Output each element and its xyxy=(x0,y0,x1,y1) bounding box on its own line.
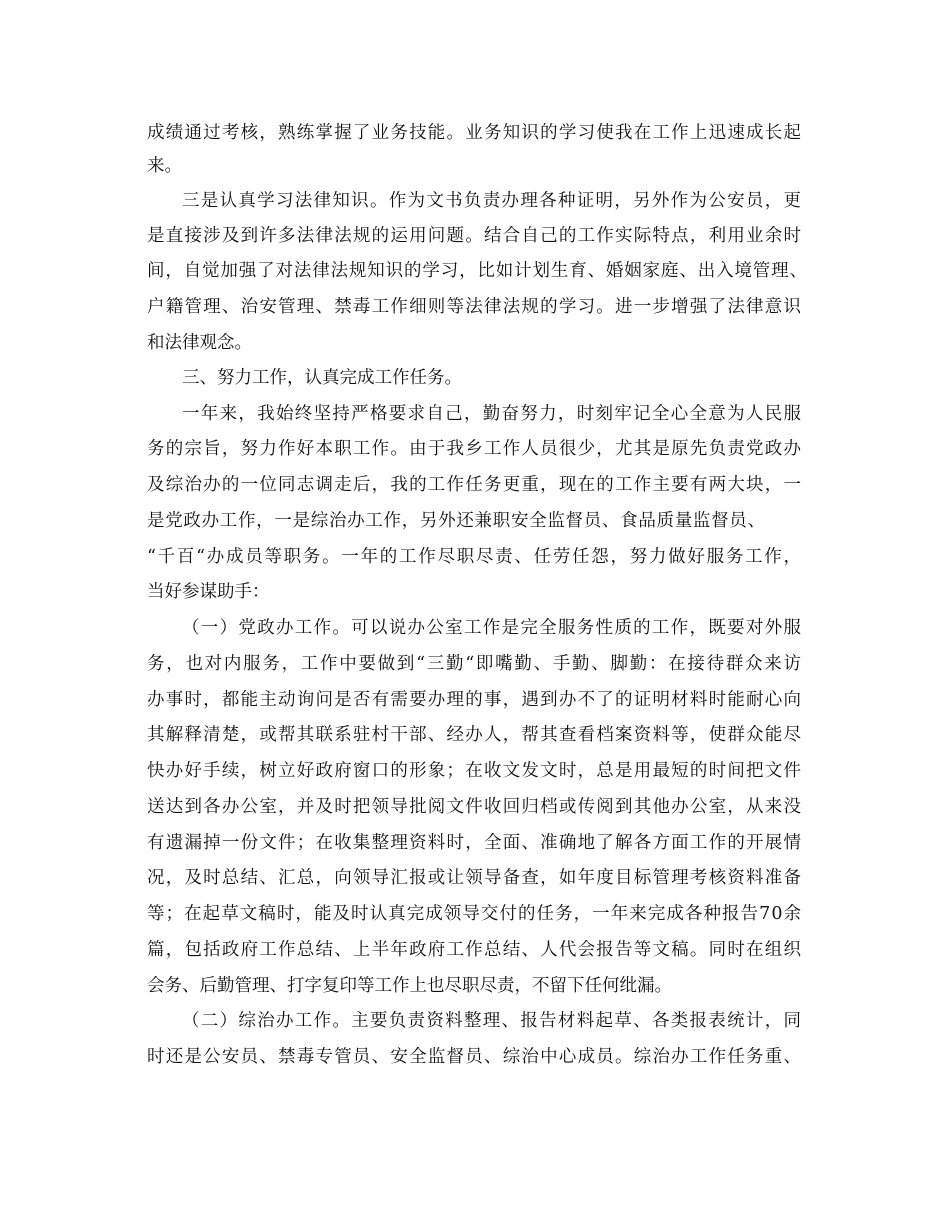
text-line: 有遗漏掉一份文件；在收集整理资料时，全面、准确地了解各方面工作的开展情 xyxy=(147,833,803,853)
text-line: “千百“办成员等职务。一年的工作尽职尽责、任劳任怨，努力做好服务工作， xyxy=(147,547,803,567)
text-line: 和法律观念。 xyxy=(147,333,252,353)
text-line: 务，也对内服务，工作中要做到“三勤“即嘴勤、手勤、脚勤：在接待群众来访 xyxy=(147,654,803,674)
text-line: 务的宗旨，努力作好本职工作。由于我乡工作人员很少，尤其是原先负责党政办 xyxy=(147,439,803,459)
text-line: 篇，包括政府工作总结、上半年政府工作总结、人代会报告等文稿。同时在组织 xyxy=(147,940,803,960)
text-line: 况，及时总结、汇总，向领导汇报或让领导备查，如年度目标管理考核资料准备 xyxy=(147,868,803,888)
text-line: 会务、后勤管理、打字复印等工作上也尽职尽责，不留下任何纰漏。 xyxy=(147,976,672,996)
text-line: 等；在起草文稿时，能及时认真完成领导交付的任务，一年来完成各种报告70余 xyxy=(147,904,803,924)
text-line: 及综治办的一位同志调走后，我的工作任务更重，现在的工作主要有两大块，一 xyxy=(147,475,803,495)
text-line: 其解释清楚，或帮其联系驻村干部、经办人，帮其查看档案资料等，使群众能尽 xyxy=(147,725,803,745)
paragraph-first-line: （一）党政办工作。可以说办公室工作是完全服务性质的工作，既要对外服 xyxy=(182,618,803,638)
text-line: 户籍管理、治安管理、禁毒工作细则等法律法规的学习。进一步增强了法律意识 xyxy=(147,297,803,317)
text-line: 送达到各办公室，并及时把领导批阅文件收回归档或传阅到其他办公室，从来没 xyxy=(147,797,803,817)
text-line: 是党政办工作，一是综治办工作，另外还兼职安全监督员、食品质量监督员、 xyxy=(147,511,766,531)
text-line: 时还是公安员、禁毒专管员、安全监督员、综治中心成员。综治办工作任务重、 xyxy=(147,1047,803,1067)
paragraph-first-line: 一年来，我始终坚持严格要求自己，勤奋努力，时刻牢记全心全意为人民服 xyxy=(182,404,803,424)
text-line: 间，自觉加强了对法律法规知识的学习，比如计划生育、婚姻家庭、出入境管理、 xyxy=(147,261,808,281)
text-line: 是直接涉及到许多法律法规的运用问题。结合自己的工作实际特点，利用业余时 xyxy=(147,226,803,246)
text-line: 快办好手续，树立好政府窗口的形象；在收文发文时，总是用最短的时间把文件 xyxy=(147,761,803,781)
text-line: 办事时，都能主动询问是否有需要办理的事，遇到办不了的证明材料时能耐心向 xyxy=(147,690,803,710)
text-line: 当好参谋助手： xyxy=(147,582,270,602)
paragraph-first-line: （二）综治办工作。主要负责资料整理、报告材料起草、各类报表统计，同 xyxy=(182,1011,803,1031)
text-line: 成绩通过考核，熟练掌握了业务技能。业务知识的学习使我在工作上迅速成长起 xyxy=(147,123,803,143)
section-heading: 三、努力工作，认真完成工作任务。 xyxy=(182,368,462,388)
paragraph-first-line: 三是认真学习法律知识。作为文书负责办理各种证明，另外作为公安员，更 xyxy=(182,191,803,211)
text-line: 来。 xyxy=(147,156,182,176)
